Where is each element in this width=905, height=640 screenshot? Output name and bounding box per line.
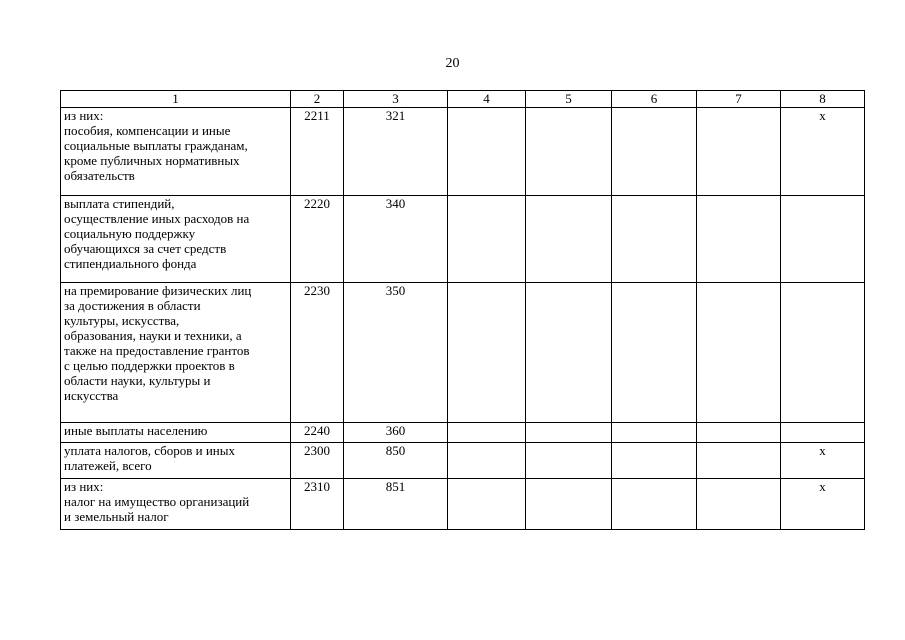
column-header: 5 [526,91,612,108]
row-col7-cell [697,443,781,479]
row-name-line: социальную поддержку [64,226,196,241]
row-col6-cell [612,443,697,479]
row-name-cell [61,443,291,479]
row-name-line: области науки, культуры и [64,373,211,388]
column-header: 7 [697,91,781,108]
row-name-line: пособия, компенсации и иные [64,123,231,138]
page-number: 20 [445,56,460,71]
row-name-line: стипендиального фонда [64,256,197,271]
table-row [61,423,865,443]
row-name-cell [61,108,291,196]
row-col6-cell [612,196,697,283]
row-name-cell [61,479,291,530]
row-col7-cell [697,283,781,423]
row-name-line: обучающихся за счет средств [64,241,227,256]
table-row [61,108,865,196]
row-kbk-cell: 360 [344,423,448,443]
row-col6-cell [612,108,697,196]
column-header: 4 [448,91,526,108]
row-name-line: на премирование физических лиц [64,283,252,298]
row-col6-cell [612,423,697,443]
column-header: 8 [781,91,865,108]
row-col5-cell [526,423,612,443]
row-col8-cell [781,283,865,423]
header-row [61,91,865,108]
row-col4-cell [448,443,526,479]
row-code-cell: 2211 [291,108,344,196]
row-name-line: обязательств [64,168,135,183]
row-name-cell [61,283,291,423]
row-col5-cell [526,196,612,283]
table-row [61,479,865,530]
row-col4-cell [448,108,526,196]
row-col5-cell [526,443,612,479]
row-col8-cell: x [781,479,865,530]
column-header: 6 [612,91,697,108]
table-row [61,283,865,423]
row-code-cell: 2310 [291,479,344,530]
row-col8-cell [781,423,865,443]
row-name-line: осуществление иных расходов на [64,211,250,226]
row-kbk-cell: 321 [344,108,448,196]
row-kbk-cell: 850 [344,443,448,479]
row-name-line: культуры, искусства, [64,313,180,328]
column-header: 2 [291,91,344,108]
row-col7-cell [697,423,781,443]
row-col5-cell [526,108,612,196]
row-name-line: налог на имущество организаций [64,494,250,509]
row-code-cell: 2240 [291,423,344,443]
table-row [61,196,865,283]
row-col4-cell [448,479,526,530]
row-name-line: искусства [64,388,119,403]
row-col8-cell [781,196,865,283]
row-col4-cell [448,196,526,283]
row-col8-cell: x [781,108,865,196]
row-name-line: иные выплаты населению [64,423,208,438]
row-name-line: и земельный налог [64,509,169,524]
row-name-cell [61,196,291,283]
financial-table [60,90,865,530]
row-kbk-cell: 340 [344,196,448,283]
row-name-line: кроме публичных нормативных [64,153,240,168]
row-name-cell [61,423,291,443]
row-name-line: из них: [64,479,104,494]
row-kbk-cell: 350 [344,283,448,423]
row-col7-cell [697,479,781,530]
row-col7-cell [697,108,781,196]
row-name-line: платежей, всего [64,458,152,473]
row-code-cell: 2300 [291,443,344,479]
row-col4-cell [448,423,526,443]
column-header: 1 [61,91,291,108]
row-code-cell: 2220 [291,196,344,283]
row-name-line: уплата налогов, сборов и иных [64,443,235,458]
row-col8-cell: x [781,443,865,479]
table-row [61,443,865,479]
row-col4-cell [448,283,526,423]
row-name-line: социальные выплаты гражданам, [64,138,248,153]
column-header: 3 [344,91,448,108]
row-code-cell: 2230 [291,283,344,423]
row-name-line: образования, науки и техники, а [64,328,242,343]
row-kbk-cell: 851 [344,479,448,530]
row-name-line: выплата стипендий, [64,196,175,211]
row-col7-cell [697,196,781,283]
row-col5-cell [526,479,612,530]
row-name-line: из них: [64,108,104,123]
row-name-line: за достижения в области [64,298,201,313]
row-name-line: с целью поддержки проектов в [64,358,235,373]
row-col5-cell [526,283,612,423]
row-col6-cell [612,283,697,423]
row-col6-cell [612,479,697,530]
row-name-line: также на предоставление грантов [64,343,250,358]
